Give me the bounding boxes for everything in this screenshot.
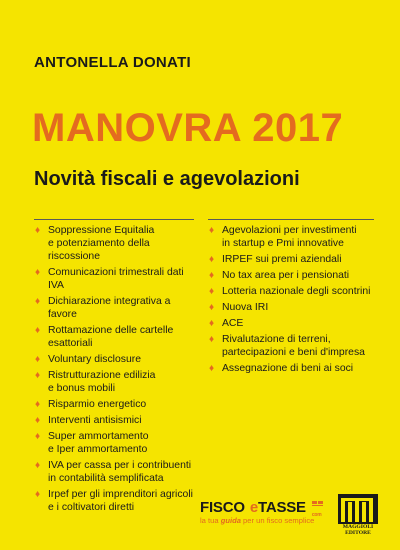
topic-item-label: ACE — [222, 318, 244, 329]
topic-item-label: IRPEF sui premi aziendali — [222, 254, 342, 265]
topic-item — [208, 333, 380, 359]
book-subtitle: Novità fiscali e agevolazioni — [34, 168, 300, 190]
topic-item — [34, 266, 202, 292]
publisher-logo — [338, 494, 378, 538]
brand-name — [200, 500, 330, 516]
diamond-bullet-icon: ♦ — [35, 267, 41, 278]
diamond-bullet-icon: ♦ — [35, 489, 41, 500]
topic-item-label: Rottamazione delle cartelle esattoriali — [48, 325, 174, 349]
topic-item — [34, 430, 202, 456]
diamond-bullet-icon: ♦ — [209, 334, 215, 345]
diamond-bullet-icon: ♦ — [209, 254, 215, 265]
book-title: MANOVRA 2017 — [32, 106, 344, 150]
topic-list-left — [34, 224, 202, 517]
tagline-part1: la tua — [200, 516, 221, 525]
topic-item-label: Risparmio energetico — [48, 399, 147, 410]
brand-com-label: com — [311, 512, 322, 518]
diamond-bullet-icon: ♦ — [35, 225, 41, 236]
divider-left — [34, 219, 194, 220]
topic-item — [208, 224, 380, 250]
topic-item-label: Voluntary disclosure — [48, 354, 141, 365]
brand-name-tasse: TASSE — [257, 499, 306, 516]
topic-item — [208, 253, 380, 266]
author-name: ANTONELLA DONATI — [34, 54, 192, 71]
diamond-bullet-icon: ♦ — [209, 286, 215, 297]
diamond-bullet-icon: ♦ — [35, 370, 41, 381]
topic-item — [34, 324, 202, 350]
diamond-bullet-icon: ♦ — [35, 415, 41, 426]
topic-item-label: IVA per cassa per i contribuenti in contabilità semplificata — [48, 460, 192, 484]
brand-name-fisco: FISCO — [200, 499, 245, 516]
topic-item-label: Interventi antisismici — [48, 415, 142, 426]
fisco-e-tasse-brand — [200, 500, 330, 526]
topic-item — [34, 398, 202, 411]
tagline-emphasis: guida — [220, 516, 241, 525]
topic-item — [34, 295, 202, 321]
diamond-bullet-icon: ♦ — [35, 431, 41, 442]
topic-list-right — [208, 224, 380, 378]
diamond-bullet-icon: ♦ — [35, 296, 41, 307]
topic-item — [34, 459, 202, 485]
diamond-bullet-icon: ♦ — [35, 354, 41, 365]
topic-item — [34, 224, 202, 263]
diamond-bullet-icon: ♦ — [209, 363, 215, 374]
topic-item — [34, 369, 202, 395]
maggioli-logo-icon — [338, 494, 378, 524]
diamond-bullet-icon: ♦ — [35, 399, 41, 410]
topic-item — [208, 269, 380, 282]
topic-item-label: Dichiarazione integrativa a favore — [48, 296, 171, 320]
topic-item — [208, 362, 380, 375]
tagline-part2: per un fisco semplice — [240, 516, 315, 525]
publisher-name: MAGGIOLI EDITORE — [342, 524, 374, 536]
diamond-bullet-icon: ♦ — [35, 325, 41, 336]
diamond-bullet-icon: ♦ — [209, 302, 215, 313]
topic-item-label: Soppressione Equitalia e potenziamento della riscossione — [48, 225, 155, 262]
diamond-bullet-icon: ♦ — [209, 270, 215, 281]
topic-item-label: Agevolazioni per investimenti in startup e Pmi innovative — [222, 225, 357, 249]
brand-name-e: e — [249, 499, 258, 516]
diamond-bullet-icon: ♦ — [209, 225, 215, 236]
topic-item-label: Ristrutturazione edilizia e bonus mobili — [48, 370, 156, 394]
topic-item — [34, 488, 202, 514]
topic-item-label: Lotteria nazionale degli scontrini — [222, 286, 371, 297]
topic-item-label: Super ammortamento e Iper ammortamento — [48, 431, 149, 455]
topic-item — [208, 285, 380, 298]
topic-item — [34, 353, 202, 366]
topic-item — [34, 414, 202, 427]
topic-item — [208, 317, 380, 330]
brand-tagline — [200, 516, 330, 526]
brand-com-icon — [311, 501, 324, 518]
diamond-bullet-icon: ♦ — [35, 460, 41, 471]
topic-item-label: Rivalutazione di terreni, partecipazioni e beni d'impresa — [222, 334, 365, 358]
topic-item-label: Irpef per gli imprenditori agricoli e i coltivatori diretti — [48, 489, 193, 513]
topic-item — [208, 301, 380, 314]
topic-item-label: Assegnazione di beni ai soci — [222, 363, 354, 374]
topic-item-label: Comunicazioni trimestrali dati IVA — [48, 267, 184, 291]
topic-item-label: Nuova IRI — [222, 302, 269, 313]
divider-right — [208, 219, 374, 220]
topic-item-label: No tax area per i pensionati — [222, 270, 350, 281]
diamond-bullet-icon: ♦ — [209, 318, 215, 329]
